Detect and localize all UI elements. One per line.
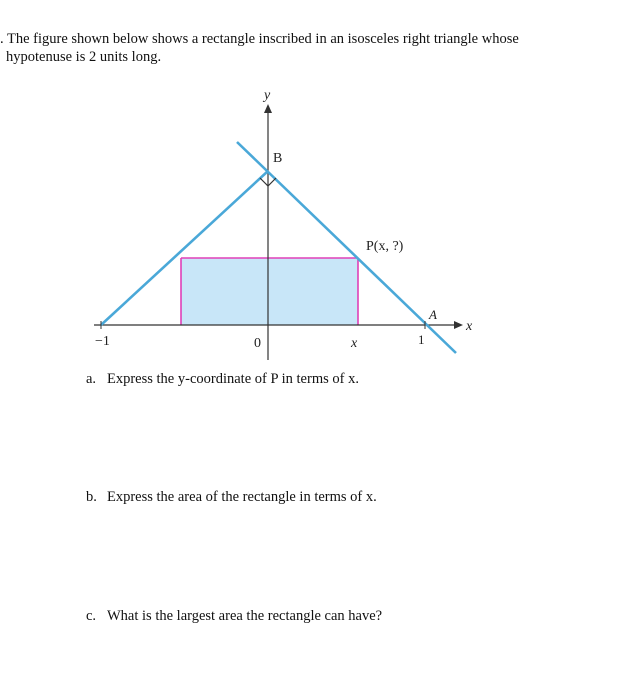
question-a-letter: a. [86, 371, 97, 387]
question-a-text: Express the y-coordinate of P in terms of x. [107, 371, 359, 387]
tick-label-one: 1 [418, 332, 425, 347]
tick-label-x: x [351, 336, 358, 351]
point-b-label: B [273, 151, 283, 166]
question-b [86, 488, 377, 506]
y-axis-label: y [264, 88, 271, 103]
tick-label-origin: 0 [254, 336, 261, 351]
problem-intro-line-2: hypotenuse is 2 units long. [6, 49, 162, 65]
y-axis-arrow-icon [264, 104, 272, 113]
question-c-letter: c. [86, 608, 97, 624]
problem-intro-text-1: The figure shown below shows a rectangle inscribed in an isosceles right triangle whose [7, 31, 519, 47]
tick-label-minus-one: −1 [95, 334, 110, 349]
x-axis-arrow-icon [454, 321, 463, 329]
x-axis-label: x [466, 319, 473, 334]
inscribed-rectangle [181, 258, 358, 325]
problem-lead-mark: . [0, 31, 4, 47]
question-b-text: Express the area of the rectangle in terms of x. [107, 489, 377, 505]
question-b-letter: b. [86, 489, 97, 505]
question-c-text: What is the largest area the rectangle can have? [107, 608, 383, 624]
point-p-label: P(x, ?) [366, 239, 404, 254]
question-c [86, 607, 382, 625]
question-a [86, 370, 359, 388]
point-a-label: A [429, 307, 437, 322]
